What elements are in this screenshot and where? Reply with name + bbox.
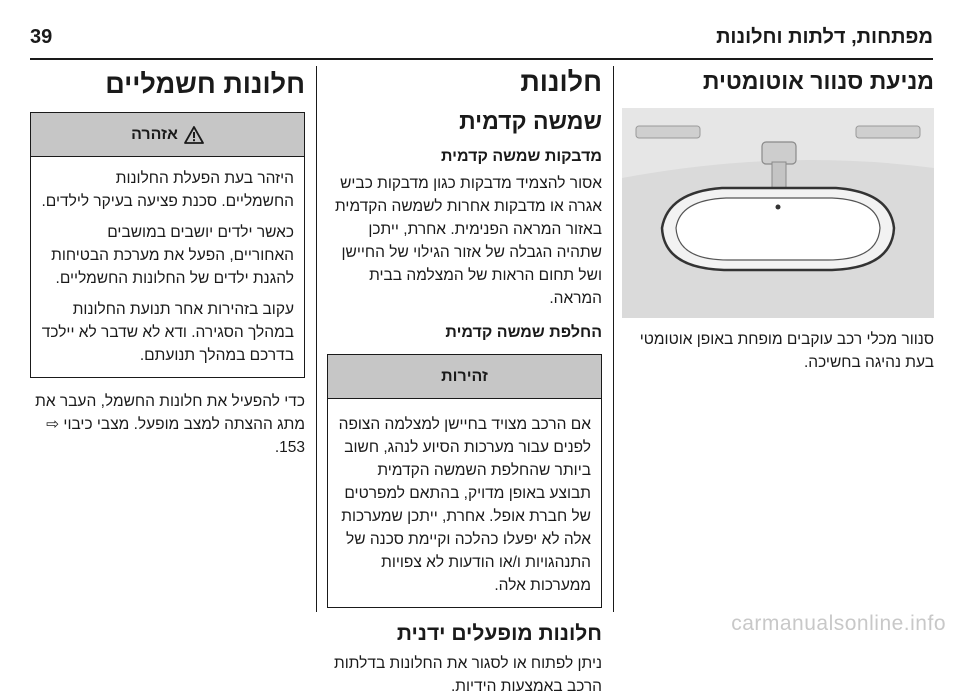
manual-windows-text: ניתן לפתוח או לסגור את החלונות בדלתות הרכב באמצעות הידיות. — [334, 655, 602, 695]
power-windows-heading: חלונות חשמליים — [105, 69, 305, 99]
warning-box-body — [31, 157, 304, 377]
warning-box-header — [31, 113, 304, 157]
figure-caption: סנוור מכלי רכב עוקבים מופחת באופן אוטומטי בעת נהיגה בחשיכה. — [639, 331, 934, 371]
page-header — [30, 22, 933, 62]
warning-triangle-icon — [184, 126, 204, 144]
windscreen-heading: שמשה קדמית — [459, 108, 602, 134]
column-divider-right — [613, 66, 614, 612]
windows-heading: חלונות — [520, 67, 602, 97]
windscreen-stickers-text: אסור להצמיד מדבקות כגון מדבקות כביש אגרה או מדבקות אחרות לשמשה הקדמית באזור המראה הפנימית. אחרת, ייתכן שתהיה הגבלה של אזור הגילוי של החיישן ושל תחום הראות של המצלמה בבית המראה. — [335, 175, 602, 307]
windscreen-replacement-title: החלפת שמשה קדמית — [445, 324, 602, 341]
caution-title: זהירות — [441, 367, 488, 385]
column-divider-left — [316, 66, 317, 612]
page-number: 39 — [30, 26, 53, 48]
warning-box — [30, 112, 305, 378]
power-windows-text: כדי להפעיל את חלונות החשמל, העבר את מתג ההצתה למצב מופעל. מצבי כיבוי ⇨ 153. — [35, 393, 305, 456]
watermark: carmanualsonline.info — [731, 612, 946, 635]
middle-column — [327, 66, 602, 698]
page-reference-number[interactable]: 153 — [279, 439, 305, 456]
left-column — [30, 66, 305, 459]
warning-paragraph-2: כאשר ילדים יושבים במושבים האחוריים, הפעל את מערכת הבטיחות להגנת ילדים של החלונות החשמליים. — [51, 224, 294, 287]
right-column — [622, 66, 934, 374]
mirror-drawing — [622, 108, 934, 318]
warning-title: אזהרה — [131, 125, 178, 143]
warning-paragraph-3: עקוב בזהירות אחר תנועת החלונות במהלך הסגירה. ודא לא שדבר לא יילכד בדרכם במהלך תנועתם. — [41, 301, 294, 364]
anti-glare-heading: מניעת סנוור אוטומטית — [702, 68, 934, 94]
power-windows-text-body: כדי להפעיל את חלונות החשמל, העבר את מתג ההצתה למצב מופעל. מצבי כיבוי — [35, 393, 305, 433]
caution-box — [327, 354, 602, 608]
page-reference-arrow-icon: ⇨ — [46, 416, 60, 433]
caution-box-header — [328, 355, 601, 399]
caution-box-body — [328, 399, 601, 607]
rearview-mirror-illustration — [622, 108, 934, 318]
header-rule — [30, 58, 933, 60]
windscreen-stickers-title: מדבקות שמשה קדמית — [441, 148, 602, 165]
manual-windows-heading: חלונות מופעלים ידנית — [396, 622, 602, 645]
warning-paragraph-1: היזהר בעת הפעלת החלונות החשמליים. סכנת פציעה בעיקר לילדים. — [41, 170, 294, 210]
chapter-title: מפתחות, דלתות וחלונות — [716, 26, 933, 48]
caution-text: אם הרכב מצויד בחיישן למצלמה הצופה לפנים עבור מערכות הסיוע לנהג, חשוב ביותר שהחלפת השמשה הקדמית תבוצע באופן מדויק, בהתאם למפרטים של חברת אופל. אחרת, ייתכן שמערכות אלה לא יפעלו כהלכה וקיימת סכנה של התנהגויות ו/או הודעות לא צפויות ממערכות אלה. — [338, 416, 591, 594]
